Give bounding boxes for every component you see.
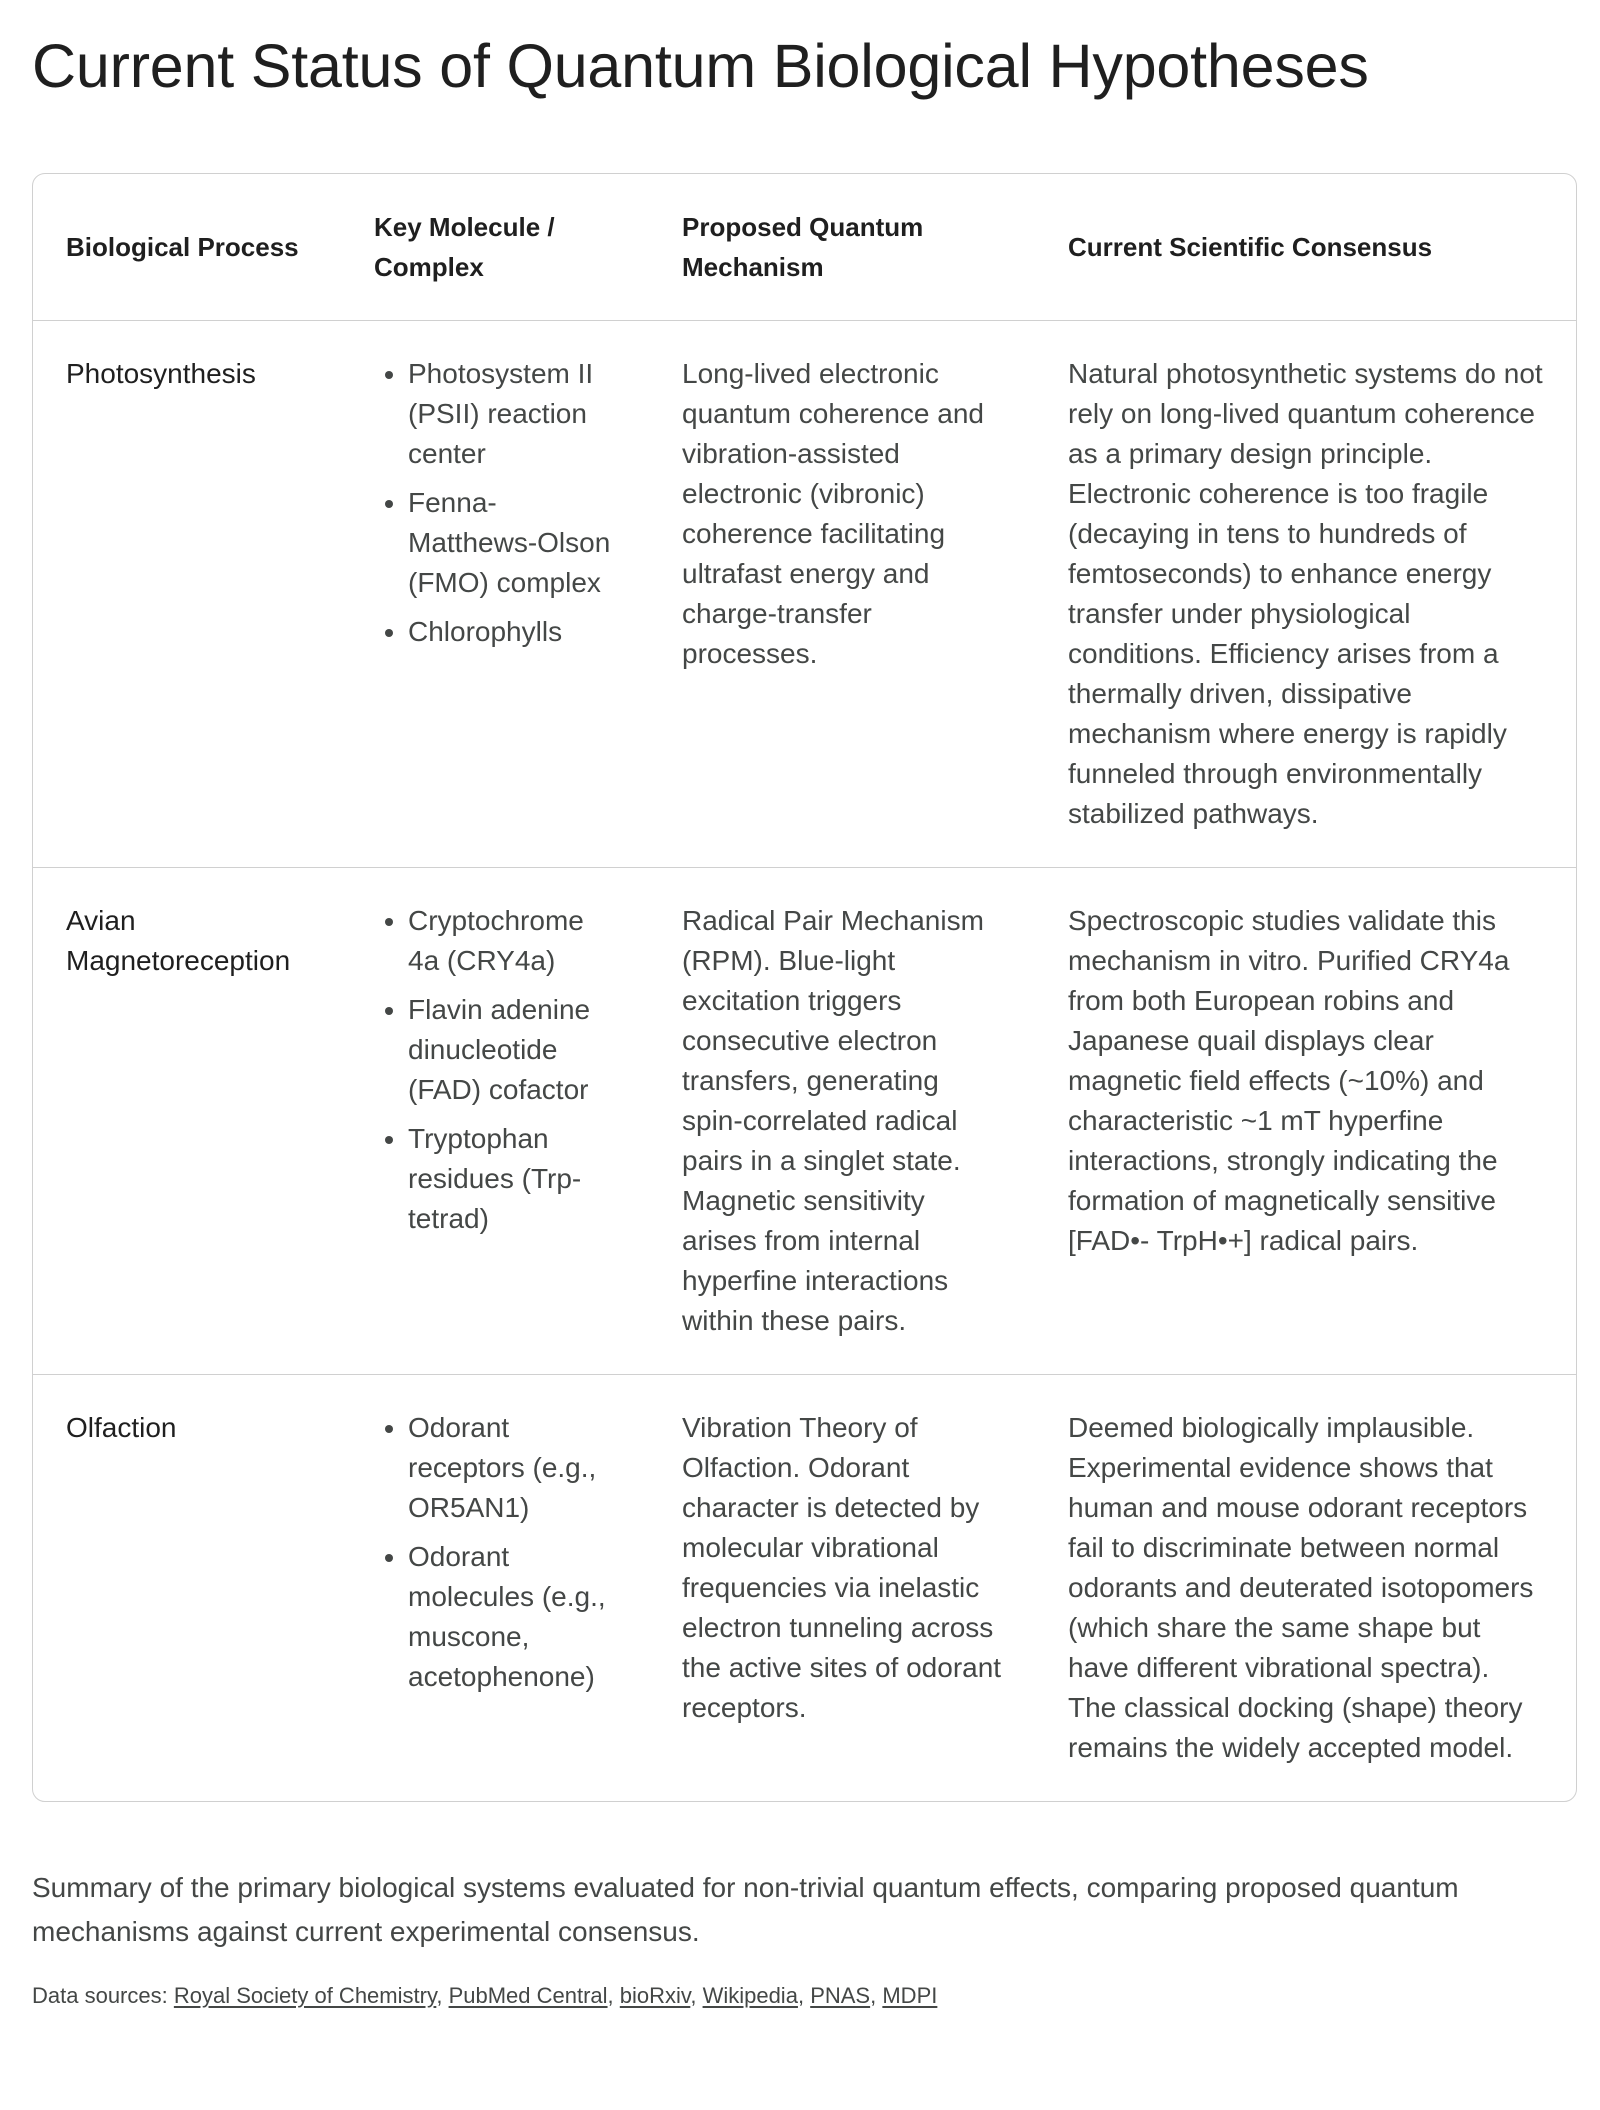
cell-scientific-consensus: Spectroscopic studies validate this mechanism in vitro. Purified CRY4a from both European robins and Japanese quail displays clear magnetic field effects (~10%) and characteristic ~1 mT hyperfine interactions, strongly indicating the formation of magnetically sensitive [FAD•- TrpH•+] radical pairs. — [1035, 868, 1576, 1375]
list-item: • Chlorophylls — [408, 612, 616, 652]
table-row — [33, 1375, 1576, 1801]
cell-scientific-consensus: Deemed biologically implausible. Experimental evidence shows that human and mouse odorant receptors fail to discriminate between normal odorants and deuterated isotopomers (which share the same shape but have different vibrational spectra). The classical docking (shape) theory remains the widely accepted model. — [1068, 1412, 1534, 1763]
cell-proposed-mechanism: Vibration Theory of Olfaction. Odorant character is detected by molecular vibrational frequencies via inelastic electron tunneling across the active sites of odorant receptors. — [682, 1412, 1002, 1723]
molecule-list — [374, 1408, 616, 1697]
cell-key-molecules — [341, 321, 649, 868]
page-title: Current Status of Quantum Biological Hypotheses — [32, 32, 1369, 100]
cell-proposed-mechanism: Radical Pair Mechanism (RPM). Blue-light excitation triggers consecutive electron transfers, generating spin-correlated radical pairs in a singlet state. Magnetic sensitivity arises from internal hyperfine interactions within these pairs. — [649, 868, 1035, 1375]
page-content — [0, 30, 1600, 2012]
data-sources-label: Data sources: — [32, 1983, 168, 2008]
hypotheses-table — [32, 173, 1577, 1802]
source-separator: , — [797, 1983, 805, 2008]
source-link-biorxiv[interactable]: bioRxiv — [619, 1983, 691, 2008]
molecule-list — [374, 901, 616, 1239]
source-separator: , — [690, 1983, 697, 2008]
molecule-list — [374, 354, 616, 652]
table-body — [33, 321, 1576, 1801]
list-item: • Tryptophan residues (Trp-tetrad) — [408, 1119, 616, 1239]
cell-scientific-consensus: Natural photosynthetic systems do not rely on long-lived quantum coherence as a primary design principle. Electronic coherence is too fragile (decaying in tens to hundreds of femtoseconds) to enhance energy transfer under physiological conditions. Efficiency arises from a thermally driven, dissipative mechanism where energy is rapidly funneled through environmentally stabilized pathways. — [1035, 321, 1576, 868]
cell-key-molecules — [341, 868, 649, 1375]
table-row — [33, 321, 1576, 868]
source-link-pnas[interactable]: PNAS — [810, 1983, 871, 2008]
list-item: • Odorant receptors (e.g., OR5AN1) — [408, 1408, 616, 1528]
source-link-mdpi[interactable]: MDPI — [882, 1983, 938, 2008]
cell-biological-process: Olfaction — [66, 1412, 177, 1443]
list-item: • Cryptochrome 4a (CRY4a) — [408, 901, 616, 981]
list-item: • Photosystem II (PSII) reaction center — [408, 354, 616, 474]
column-header-molecules: Key Molecule / Complex — [341, 174, 649, 321]
column-header-process: Biological Process — [33, 174, 341, 321]
column-header-consensus: Current Scientific Consensus — [1035, 174, 1576, 321]
data-sources — [32, 1980, 1568, 2012]
cell-proposed-mechanism: Long-lived electronic quantum coherence and vibration-assisted electronic (vibronic) coherence facilitating ultrafast energy and charge-transfer processes. — [649, 321, 1035, 868]
source-link-royal-society-of-chemistry[interactable]: Royal Society of Chemistry — [173, 1983, 437, 2008]
source-separator: , — [607, 1983, 614, 2008]
column-header-mechanism: Proposed Quantum Mechanism — [649, 174, 1035, 321]
source-link-wikipedia[interactable]: Wikipedia — [702, 1983, 798, 2008]
source-link-pubmed-central[interactable]: PubMed Central — [448, 1983, 608, 2008]
list-item: • Fenna-Matthews-Olson (FMO) complex — [408, 483, 616, 603]
list-item: • Odorant molecules (e.g., muscone, acetophenone) — [408, 1537, 616, 1697]
source-separator: , — [870, 1983, 877, 2008]
cell-biological-process: Avian Magnetoreception — [33, 868, 341, 1375]
table-header — [33, 174, 1576, 321]
cell-biological-process: Photosynthesis — [33, 321, 341, 868]
cell-key-molecules — [341, 1375, 649, 1801]
source-separator: , — [436, 1983, 443, 2008]
table-caption: Summary of the primary biological systems evaluated for non-trivial quantum effects, comparing proposed quantum mechanisms against current experimental consensus. — [32, 1872, 1459, 1947]
list-item: • Flavin adenine dinucleotide (FAD) cofactor — [408, 990, 616, 1110]
table-row — [33, 868, 1576, 1375]
header-row — [33, 174, 1576, 321]
